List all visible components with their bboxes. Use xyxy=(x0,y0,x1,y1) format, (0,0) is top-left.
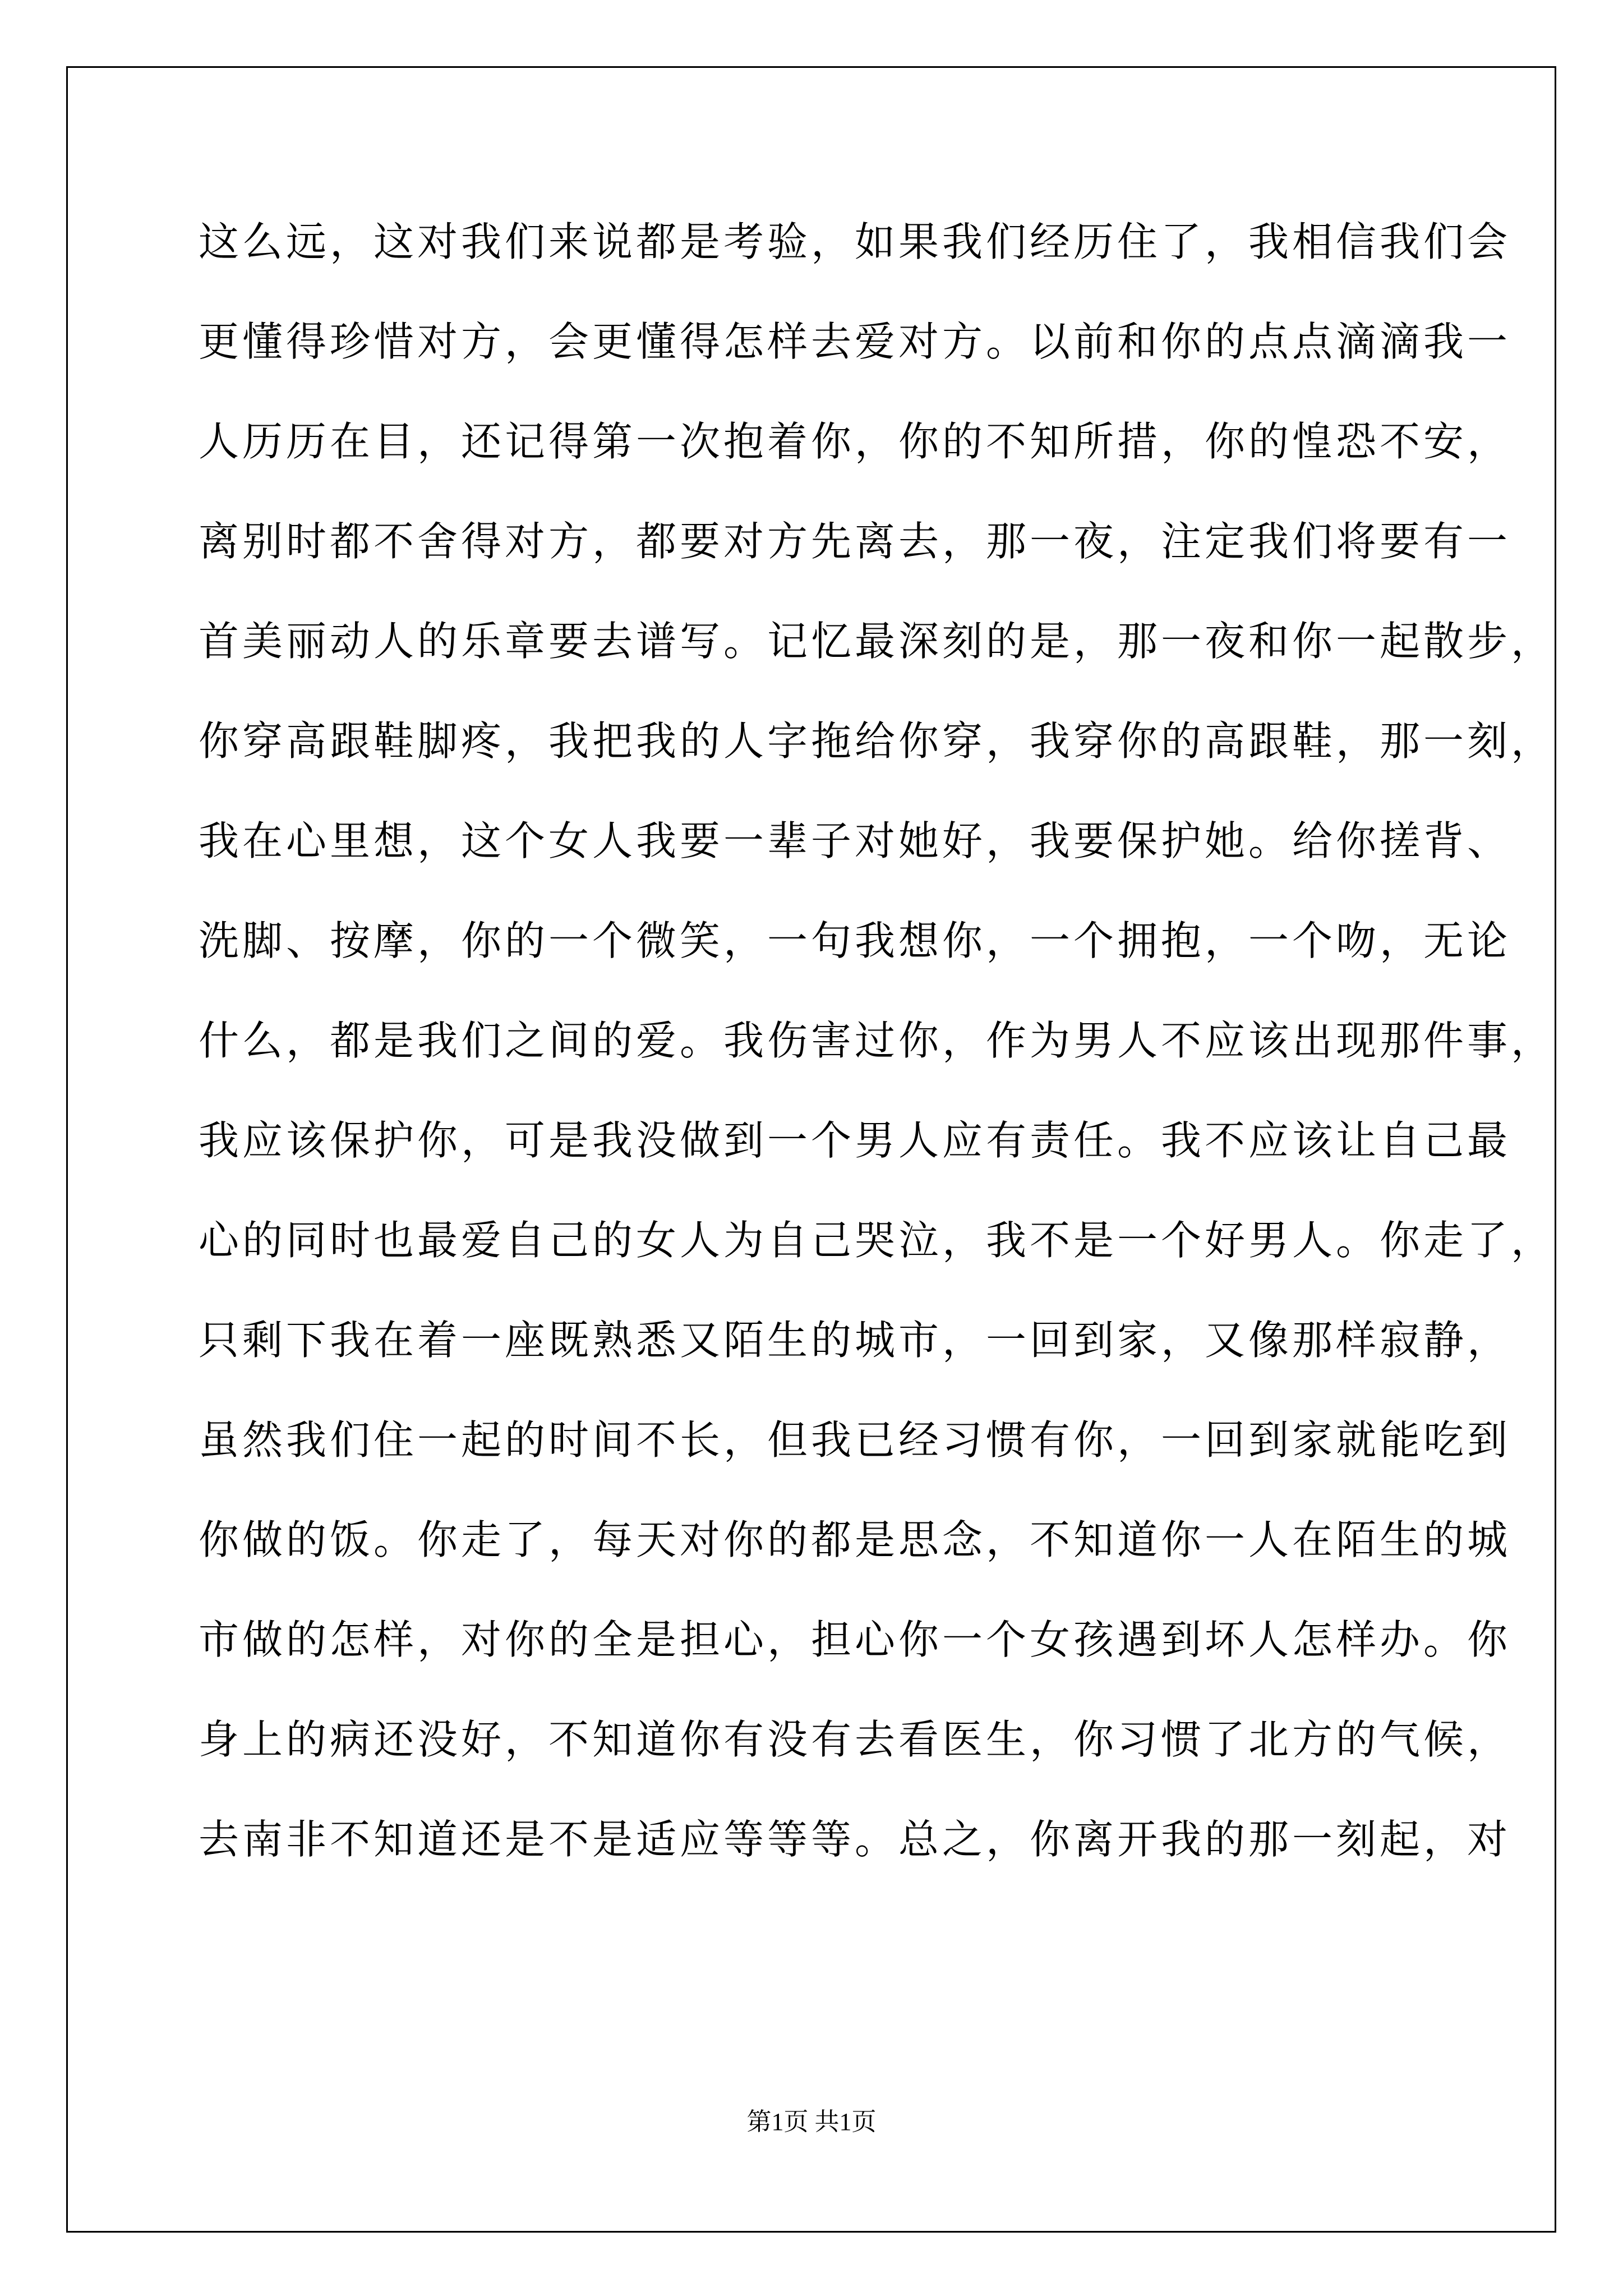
text-line: 只剩下我在着一座既熟悉又陌生的城市，一回到家，又像那样寂静， xyxy=(199,1317,1511,1364)
text-line: 你做的饭。你走了，每天对你的都是思念，不知道你一人在陌生的城 xyxy=(199,1516,1511,1563)
text-line: 我在心里想，这个女人我要一辈子对她好，我要保护她。给你搓背、 xyxy=(199,817,1511,864)
text-line: 什么，都是我们之间的爱。我伤害过你，作为男人不应该出现那件事， xyxy=(199,1017,1555,1064)
text-line: 离别时都不舍得对方，都要对方先离去，那一夜，注定我们将要有一 xyxy=(199,518,1511,565)
text-line: 去南非不知道还是不是适应等等等。总之，你离开我的那一刻起，对 xyxy=(199,1816,1511,1863)
text-line: 首美丽动人的乐章要去谱写。记忆最深刻的是，那一夜和你一起散步， xyxy=(199,618,1555,665)
text-line: 这么远，这对我们来说都是考验，如果我们经历住了，我相信我们会 xyxy=(199,218,1511,265)
text-line: 洗脚、按摩，你的一个微笑，一句我想你，一个拥抱，一个吻，无论 xyxy=(199,917,1511,964)
document-body xyxy=(199,218,1555,1919)
text-line: 人历历在目，还记得第一次抱着你，你的不知所措，你的惶恐不安， xyxy=(199,418,1511,465)
text-line: 你穿高跟鞋脚疼，我把我的人字拖给你穿，我穿你的高跟鞋，那一刻， xyxy=(199,717,1555,765)
text-line: 市做的怎样，对你的全是担心，担心你一个女孩遇到坏人怎样办。你 xyxy=(199,1616,1511,1663)
text-line: 更懂得珍惜对方，会更懂得怎样去爱对方。以前和你的点点滴滴我一 xyxy=(199,318,1511,365)
text-line: 虽然我们住一起的时间不长，但我已经习惯有你，一回到家就能吃到 xyxy=(199,1416,1511,1464)
page-number: 第1页 共1页 xyxy=(746,2108,877,2136)
text-line: 我应该保护你，可是我没做到一个男人应有责任。我不应该让自己最 xyxy=(199,1117,1511,1164)
text-line: 心的同时也最爱自己的女人为自己哭泣，我不是一个好男人。你走了， xyxy=(199,1217,1555,1264)
text-line: 身上的病还没好，不知道你有没有去看医生，你习惯了北方的气候， xyxy=(199,1716,1511,1763)
